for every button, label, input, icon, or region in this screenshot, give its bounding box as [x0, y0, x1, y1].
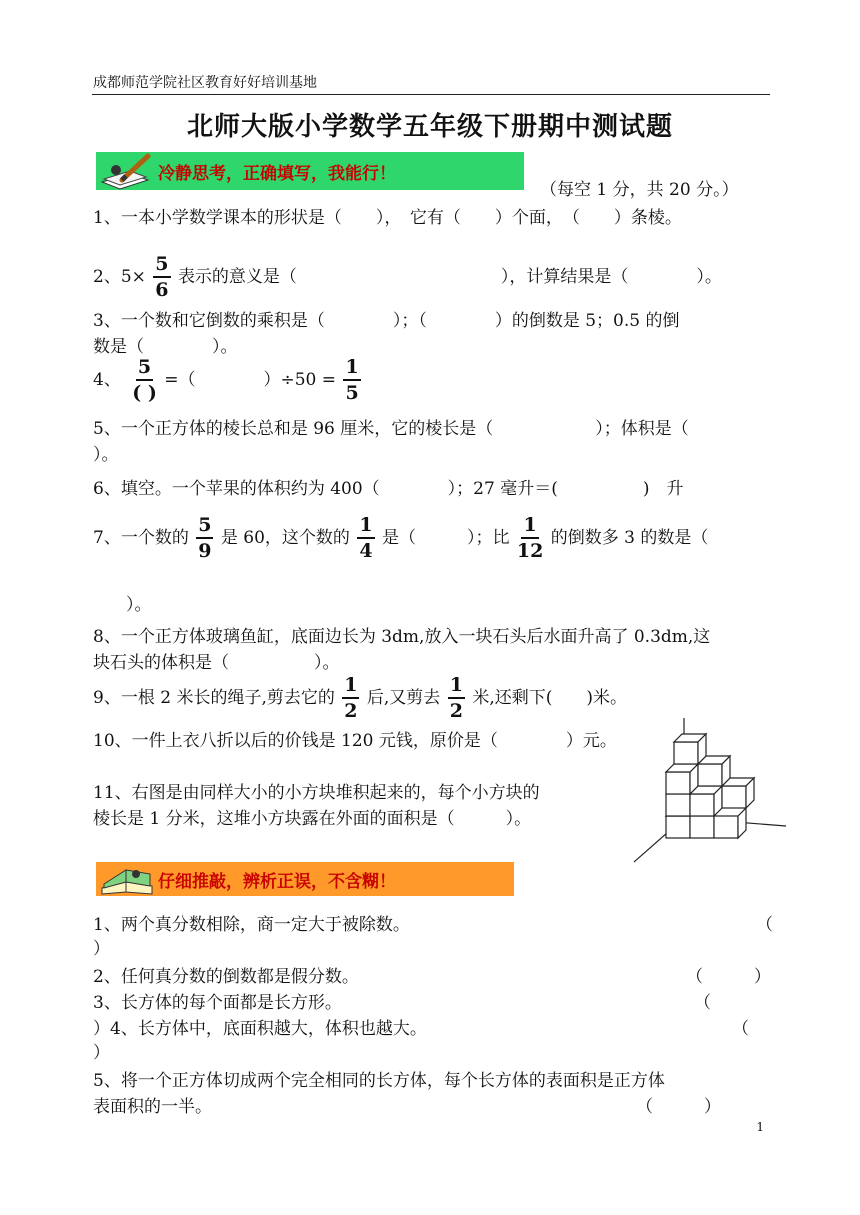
question-2-text: 表示的意义是（ ），计算结果是（ ）。 — [177, 267, 722, 287]
fraction-numerator: 1 — [521, 516, 538, 539]
judge-5-paren: （ ） — [636, 1097, 721, 1117]
fraction-numerator: 1 — [448, 676, 465, 699]
fraction-denominator: 12 — [516, 540, 544, 562]
judge-1-paren-close: ） — [93, 939, 110, 959]
question-7-prefix: 7、一个数的 — [93, 528, 189, 548]
question-9-prefix: 9、一根 2 米长的绳子,剪去它的 — [93, 688, 335, 708]
question-8-line1: 8、一个正方体玻璃鱼缸，底面边长为 3dm,放入一块石头后水面升高了 0.3dm,这 — [93, 627, 711, 647]
question-4-prefix: 4、 — [93, 370, 121, 390]
fraction — [342, 676, 359, 721]
question-2 — [93, 255, 722, 300]
judge-2-paren: （ ） — [686, 967, 771, 987]
fraction — [343, 358, 360, 403]
section2-banner — [96, 862, 514, 896]
question-11-line2: 棱长是 1 分米，这堆小方块露在外面的面积是（ ）。 — [93, 809, 532, 829]
question-7-text-c: 的倒数多 3 的数是（ — [550, 528, 709, 548]
question-5-line2: ）。 — [93, 445, 119, 465]
judge-question-5-line1: 5、将一个正方体切成两个完全相同的长方体，每个长方体的表面积是正方体 — [93, 1071, 665, 1091]
question-10: 10、一件上衣八折以后的价钱是 120 元钱，原价是（ ）元。 — [93, 731, 617, 751]
fraction — [448, 676, 465, 721]
question-9-text-a: 后,又剪去 — [366, 688, 441, 708]
cube-stack-figure — [630, 712, 790, 867]
judge-question-4: ）4、长方体中，底面积越大，体积也越大。 — [93, 1019, 427, 1039]
fraction-denominator: 6 — [155, 279, 169, 301]
question-11-line1: 11、右图是由同样大小的小方块堆积起来的，每个小方块的 — [93, 783, 540, 803]
question-7-text-a: 是 60，这个数的 — [220, 528, 350, 548]
fraction-numerator: 5 — [136, 358, 153, 381]
fraction-denominator: 9 — [198, 540, 212, 562]
fraction — [357, 516, 374, 561]
fraction — [153, 255, 170, 300]
page-number: 1 — [756, 1120, 764, 1134]
fraction — [132, 358, 157, 403]
fraction-denominator: ( ) — [132, 382, 157, 404]
fraction-denominator: 4 — [359, 540, 373, 562]
header-school: 成都师范学院社区教育好好培训基地 — [93, 75, 317, 91]
fraction-numerator: 5 — [153, 255, 170, 278]
fraction-denominator: 2 — [344, 700, 358, 722]
question-3-line2: 数是（ ）。 — [93, 337, 238, 357]
judge-4-paren-open: （ — [732, 1019, 749, 1039]
question-5-line1: 5、一个正方体的棱长总和是 96 厘米，它的棱长是（ ）；体积是（ — [93, 419, 689, 439]
page-title: 北师大版小学数学五年级下册期中测试题 — [186, 112, 673, 142]
pen-and-book-icon — [96, 152, 158, 190]
judge-4-paren-close: ） — [93, 1043, 110, 1063]
question-6: 6、填空。一个苹果的体积约为 400（ ）；27 毫升＝( ) 升 — [93, 479, 684, 499]
question-1: 1、一本小学数学课本的形状是（ ）， 它有（ ）个面， （ ）条棱。 — [93, 208, 682, 228]
header-divider — [92, 94, 770, 95]
judge-question-1: 1、两个真分数相除，商一定大于被除数。 — [93, 915, 410, 935]
question-2-prefix: 2、5× — [93, 267, 146, 287]
fraction-numerator: 5 — [196, 516, 213, 539]
judge-question-2: 2、任何真分数的倒数都是假分数。 — [93, 967, 359, 987]
section1-banner-text: 冷静思考，正确填写，我能行！ — [158, 163, 396, 184]
judge-question-3: 3、长方体的每个面都是长方形。 — [93, 993, 342, 1013]
section1-score-note: （每空 1 分，共 20 分。） — [540, 180, 739, 200]
question-7 — [93, 516, 708, 561]
fraction — [196, 516, 213, 561]
fraction — [517, 516, 543, 561]
question-4-text: =（ ）÷50 = — [164, 370, 337, 390]
section2-banner-text: 仔细推敲，辨析正误，不含糊！ — [158, 871, 396, 892]
question-4 — [93, 358, 363, 403]
judge-3-paren-open: （ — [694, 993, 711, 1013]
section1-banner — [96, 152, 524, 190]
question-9 — [93, 676, 627, 721]
fraction-denominator: 5 — [345, 382, 359, 404]
fraction-numerator: 1 — [357, 516, 374, 539]
fraction-denominator: 2 — [449, 700, 463, 722]
question-8-line2: 块石头的体积是（ ）。 — [93, 653, 340, 673]
question-9-text-b: 米,还剩下( )米。 — [472, 688, 628, 708]
fraction-numerator: 1 — [342, 676, 359, 699]
open-book-icon — [96, 862, 158, 896]
judge-question-5-line2: 表面积的一半。 — [93, 1097, 212, 1117]
judge-1-paren-open: （ — [756, 915, 773, 935]
fraction-numerator: 1 — [343, 358, 360, 381]
question-7-text-b: 是（ ）；比 — [381, 528, 510, 548]
question-7-line2: ）。 — [126, 595, 152, 615]
question-3-line1: 3、一个数和它倒数的乘积是（ ）；（ ）的倒数是 5；0.5 的倒 — [93, 311, 680, 331]
